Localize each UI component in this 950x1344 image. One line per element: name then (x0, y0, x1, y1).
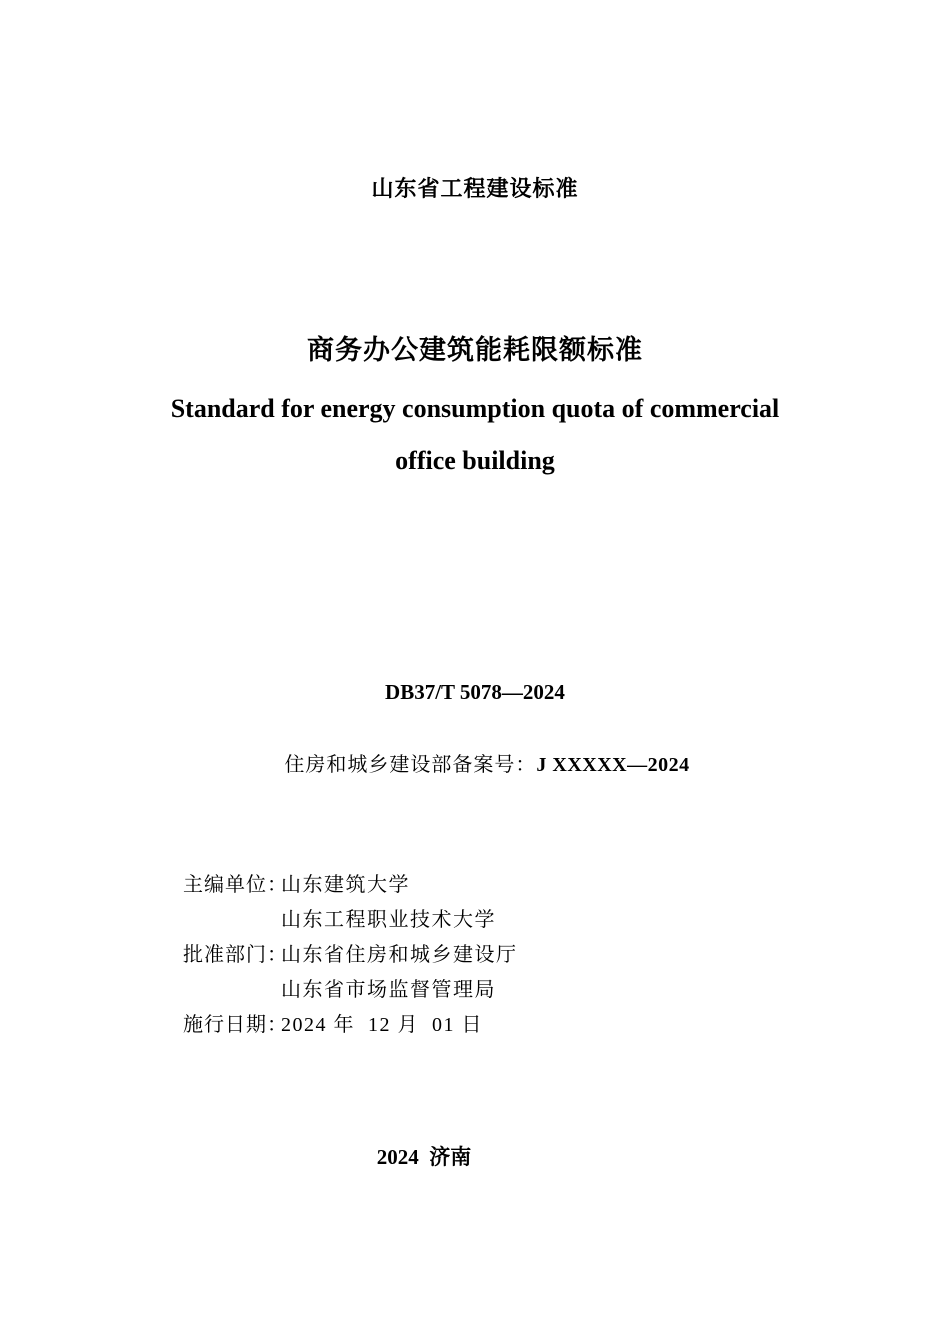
standard-number: DB37/T 5078—2024 (385, 680, 565, 704)
record-number-value: J XXXXX—2024 (536, 754, 690, 776)
approval-department-row-2 (183, 973, 518, 1008)
implementation-date-label: 施行日期： (183, 1014, 288, 1036)
approval-department-value-2: 山东省市场监督管理局 (281, 979, 496, 1001)
approval-department-value-1: 山东省住房和城乡建设厅 (281, 944, 518, 966)
standard-category-label: 山东省工程建设标准 (371, 176, 579, 201)
chief-editor-row (183, 868, 518, 903)
approval-department-label: 批准部门： (183, 944, 288, 966)
record-number-label: 住房和城乡建设部备案号： (284, 754, 537, 776)
document-title-english-line1: Standard for energy consumption quota of commercial (170, 394, 780, 423)
implementation-date-row (183, 1008, 518, 1043)
chief-editor-value-1: 山东建筑大学 (281, 874, 410, 896)
approval-department-row (183, 938, 518, 973)
chief-editor-row-2 (183, 903, 518, 938)
chief-editor-value-2: 山东工程职业技术大学 (281, 909, 496, 931)
document-title-chinese: 商务办公建筑能耗限额标准 (307, 335, 643, 365)
chief-editor-label: 主编单位： (183, 874, 288, 896)
implementation-date-value: 2024 年 12 月 01 日 (281, 1014, 483, 1036)
publication-info-block (183, 868, 518, 1043)
document-title-english-line2: office building (395, 446, 555, 475)
publication-year-city: 2024 济南 (376, 1145, 472, 1169)
record-number-line (0, 725, 950, 800)
